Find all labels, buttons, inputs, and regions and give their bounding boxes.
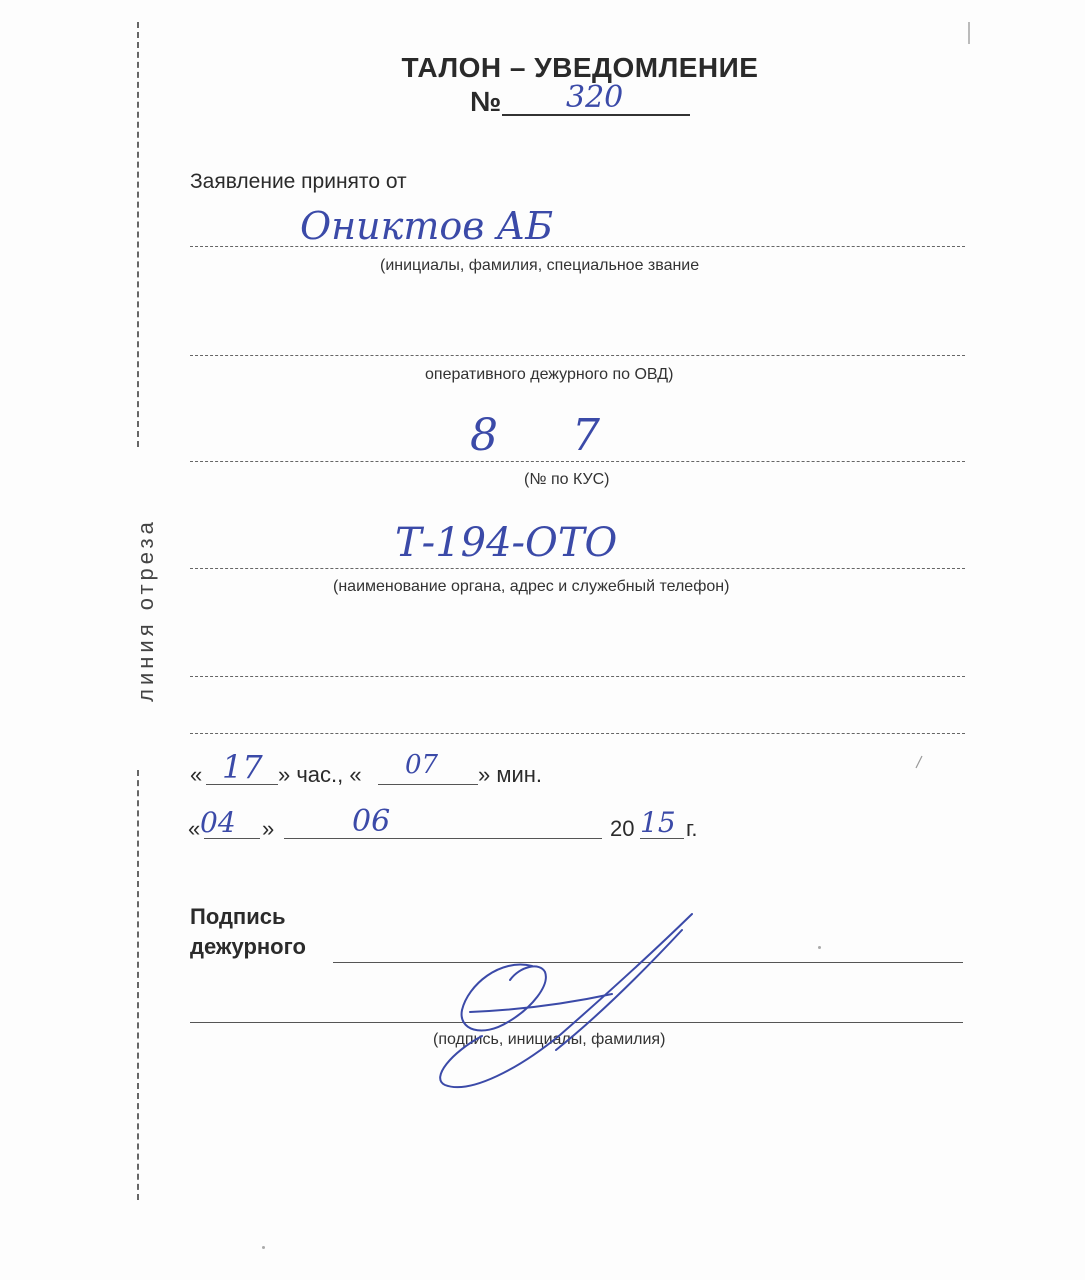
date-close-quote: » bbox=[262, 816, 275, 841]
caption-initials: (инициалы, фамилия, специальное звание bbox=[380, 257, 700, 274]
month-value: 06 bbox=[352, 804, 391, 839]
page-title: ТАЛОН – УВЕДОМЛЕНИЕ bbox=[401, 52, 759, 83]
number-value: 320 bbox=[566, 80, 624, 115]
caption-duty-officer: оперативного дежурного по ОВД) bbox=[425, 366, 674, 383]
hours-label: » час., « bbox=[278, 762, 362, 787]
hour-value: 17 bbox=[222, 748, 263, 786]
cut-line-label: линия отреза bbox=[133, 518, 158, 702]
caption-organ: (наименование органа, адрес и служебный телефон) bbox=[333, 578, 730, 595]
time-open-quote: « bbox=[190, 762, 203, 787]
received-from-label: Заявление принято от bbox=[190, 170, 407, 193]
caption-kus: (№ по КУС) bbox=[524, 471, 610, 488]
caption-signature: (подпись, инициалы, фамилия) bbox=[433, 1031, 666, 1048]
day-value: 04 bbox=[200, 806, 236, 839]
minute-value: 07 bbox=[405, 750, 439, 780]
year-prefix: 20 bbox=[610, 816, 635, 841]
number-label: № bbox=[470, 86, 502, 117]
scan-speck bbox=[262, 1246, 265, 1249]
signature-label-line1: Подпись bbox=[190, 904, 286, 929]
year-suffix: г. bbox=[686, 816, 698, 841]
received-from-value: Ониктов АБ bbox=[300, 204, 554, 248]
year-value: 15 bbox=[640, 806, 676, 839]
organ-value: Т-194-ОТО bbox=[395, 520, 618, 566]
signature-label-line2: дежурного bbox=[190, 934, 306, 959]
minutes-label: » мин. bbox=[478, 762, 543, 787]
kus-number-value: 8 7 bbox=[470, 410, 630, 461]
scan-speck bbox=[818, 946, 821, 949]
date-open-quote: « bbox=[188, 816, 201, 841]
